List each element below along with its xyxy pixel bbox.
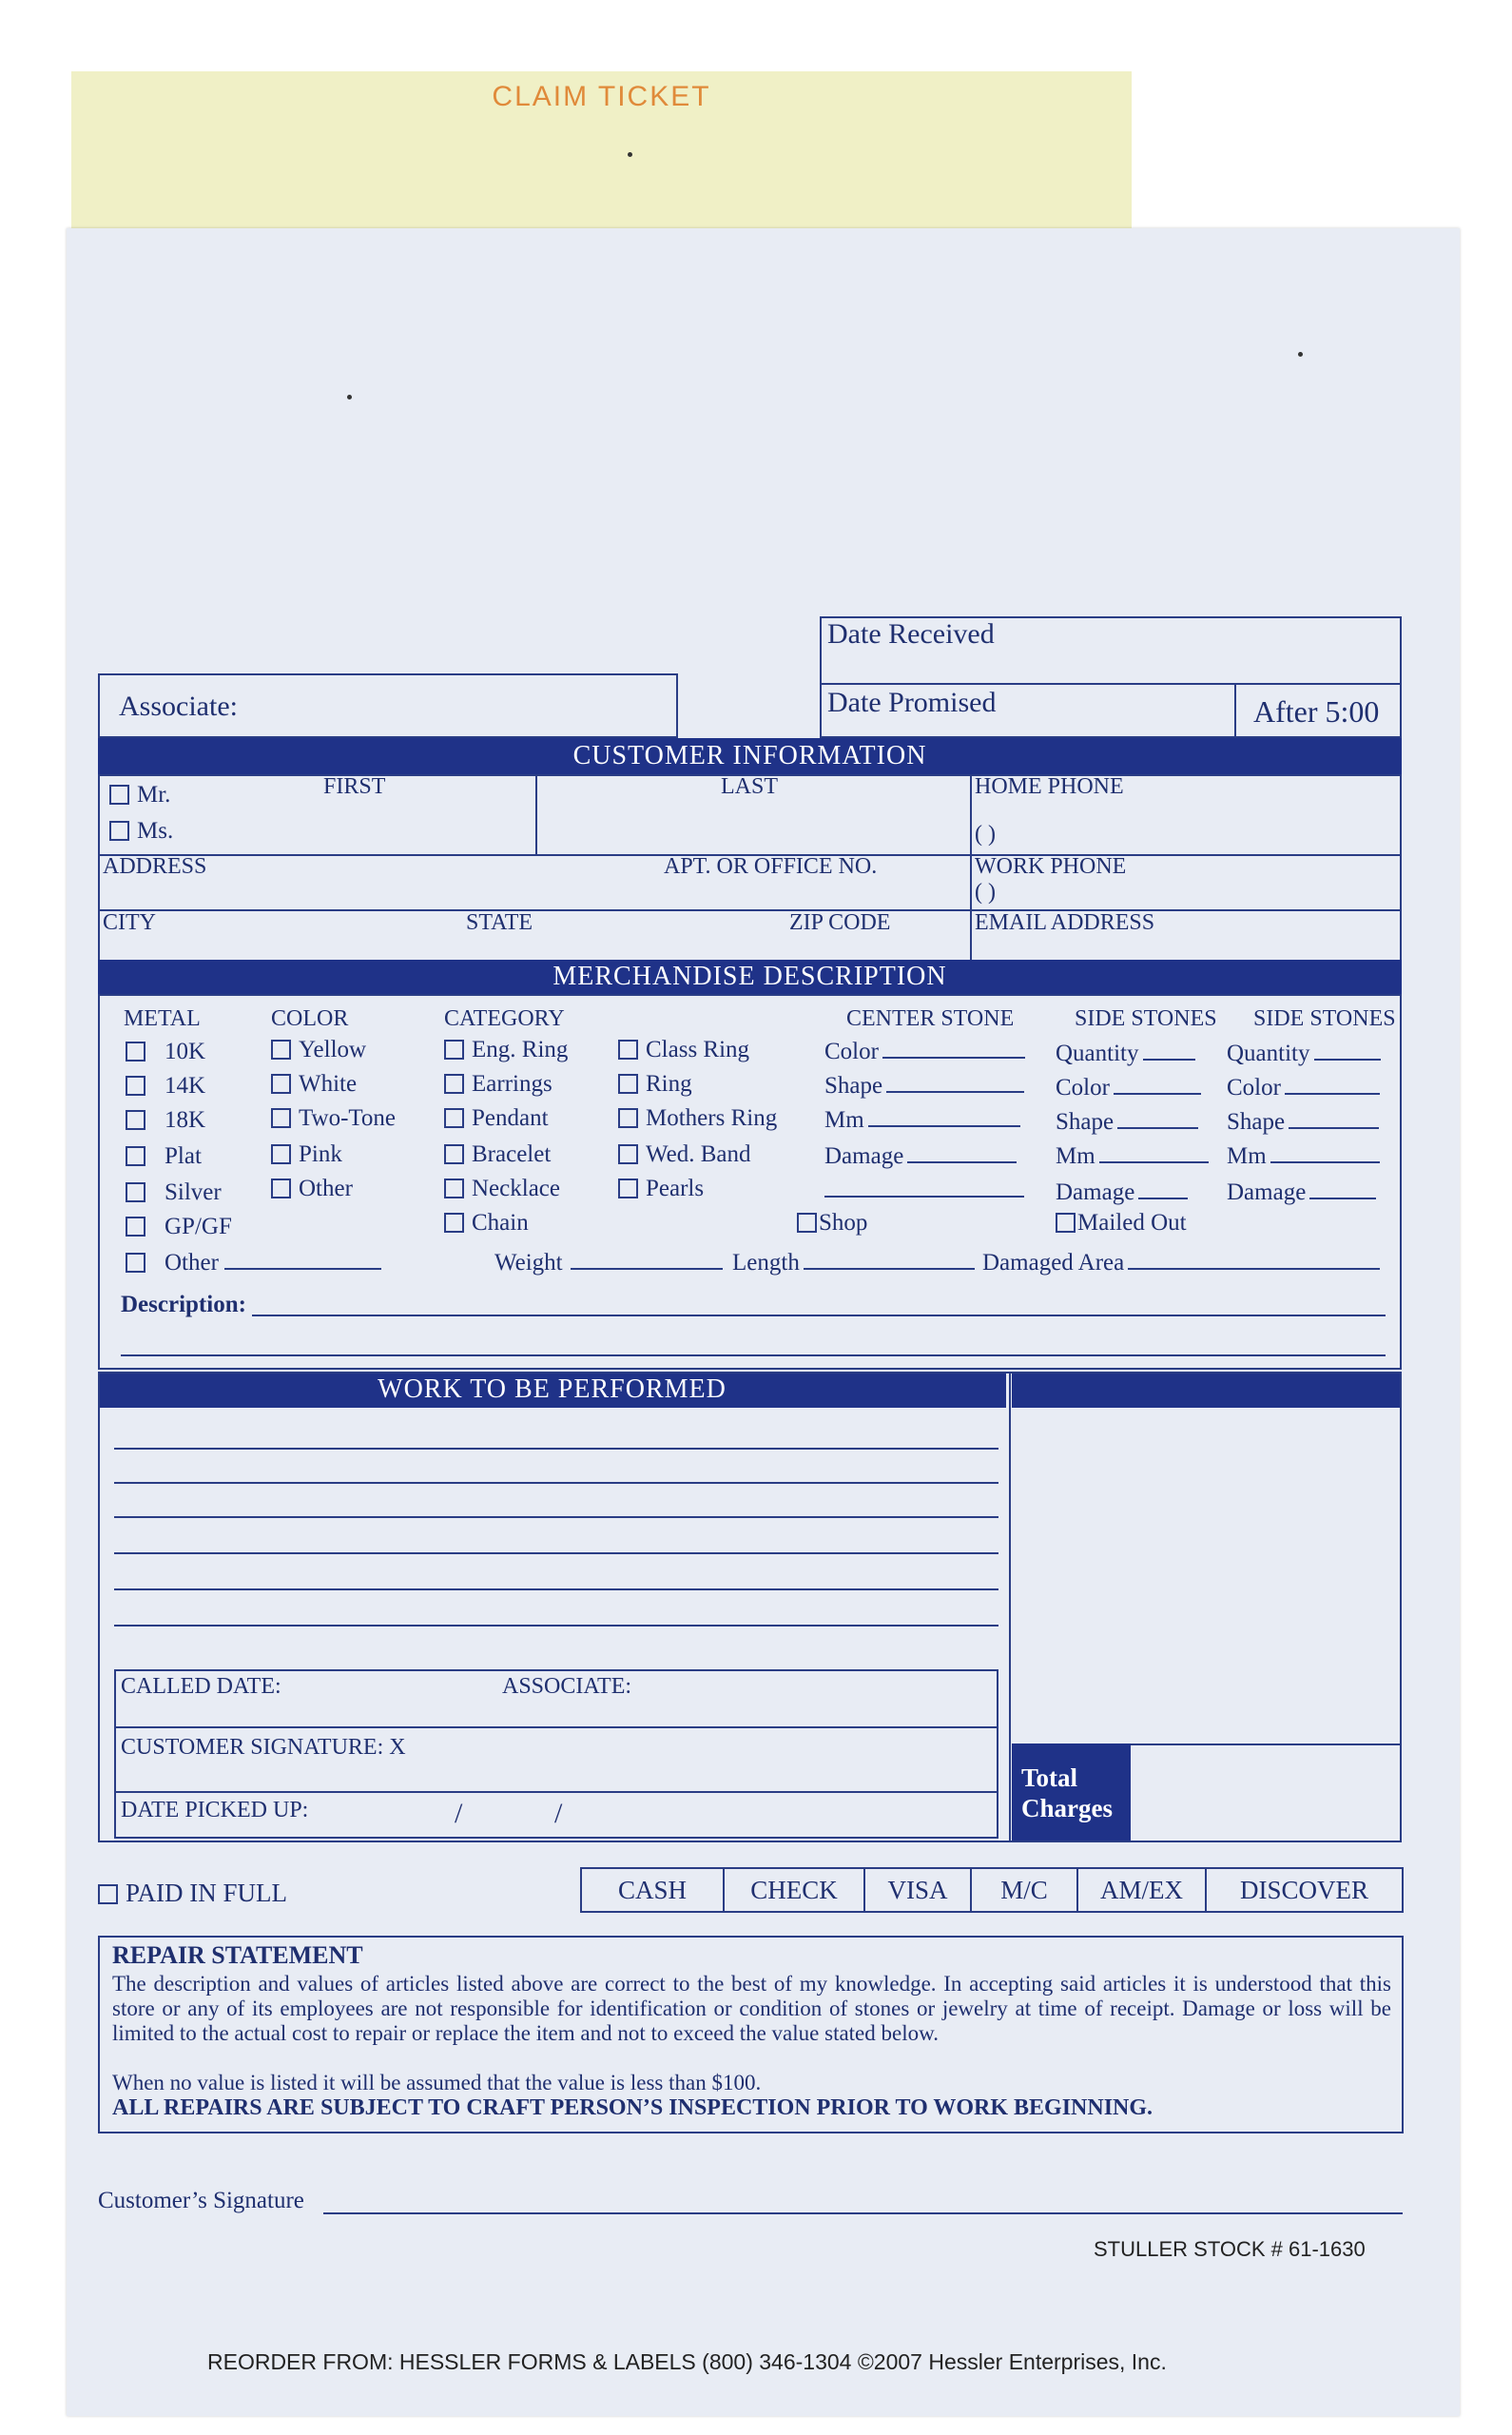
field-label: Shape: [1227, 1109, 1286, 1135]
field-line[interactable]: [1099, 1144, 1209, 1163]
field-line[interactable]: [1309, 1180, 1376, 1199]
field-line[interactable]: [1314, 1042, 1381, 1061]
option-label: Pendant: [472, 1105, 549, 1131]
color-option[interactable]: [271, 1176, 353, 1202]
total-charges-label: Total Charges: [1021, 1763, 1113, 1822]
apt-label[interactable]: APT. OR OFFICE NO.: [664, 854, 878, 879]
option-label: Ring: [646, 1071, 692, 1097]
option-label: Yellow: [299, 1037, 367, 1062]
email-label[interactable]: EMAIL ADDRESS: [975, 910, 1155, 935]
payment-amex[interactable]: AM/EX: [1078, 1869, 1207, 1911]
date-slash-1: /: [455, 1798, 463, 1829]
field-line[interactable]: [804, 1251, 975, 1270]
option-label: Eng. Ring: [472, 1037, 569, 1062]
work-line[interactable]: [114, 1482, 998, 1484]
side-stones-field[interactable]: [1056, 1075, 1201, 1101]
option-label: Class Ring: [646, 1037, 750, 1062]
category-option[interactable]: [444, 1037, 568, 1063]
category-checkbox[interactable]: [618, 1074, 638, 1094]
field-line[interactable]: [882, 1040, 1025, 1059]
category-checkbox[interactable]: [618, 1144, 638, 1164]
color-checkbox[interactable]: [271, 1144, 291, 1164]
description-label: Description:: [121, 1292, 246, 1317]
field-label: Shape: [824, 1073, 883, 1099]
color-checkbox[interactable]: [271, 1179, 291, 1198]
option-label: Pearls: [646, 1176, 705, 1201]
field-label: Shape: [1056, 1109, 1115, 1135]
field-label: Color: [824, 1039, 879, 1064]
mr-checkbox[interactable]: [109, 785, 129, 805]
side-stones-field[interactable]: [1227, 1179, 1376, 1206]
field-line[interactable]: [571, 1251, 723, 1270]
category-checkbox[interactable]: [444, 1040, 464, 1060]
description-line[interactable]: [252, 1315, 1386, 1316]
metal-option[interactable]: [126, 1143, 202, 1170]
option-label: Two-Tone: [299, 1105, 397, 1131]
paid-in-full-checkbox[interactable]: [98, 1884, 118, 1904]
customer-signature-label[interactable]: CUSTOMER SIGNATURE: X: [121, 1735, 406, 1760]
work-phone-label[interactable]: WORK PHONE: [975, 854, 1127, 879]
metal-checkbox[interactable]: [126, 1110, 145, 1130]
total-charges-input[interactable]: [1136, 1750, 1395, 1836]
color-checkbox[interactable]: [271, 1108, 291, 1128]
field-label: Length: [732, 1250, 800, 1276]
address-label[interactable]: ADDRESS: [103, 854, 207, 879]
category-option[interactable]: [444, 1105, 549, 1132]
divider: [820, 683, 1402, 685]
work-line[interactable]: [114, 1552, 998, 1554]
category-option[interactable]: [618, 1105, 777, 1132]
work-to-be-performed-band: WORK TO BE PERFORMED: [98, 1372, 1006, 1408]
category-option[interactable]: [618, 1037, 749, 1063]
option-label: Mailed Out: [1077, 1210, 1187, 1236]
option-label: 18K: [165, 1107, 206, 1133]
color-header: COLOR: [271, 1006, 349, 1031]
home-phone-paren: ( ): [975, 822, 996, 847]
option-label: Other: [165, 1250, 219, 1276]
shop-checkbox[interactable]: [797, 1213, 817, 1233]
category-option[interactable]: [618, 1141, 750, 1168]
divider: [1234, 683, 1236, 738]
category-option[interactable]: [618, 1071, 692, 1098]
metal-option[interactable]: [126, 1107, 205, 1134]
field-label: Damage: [1056, 1179, 1135, 1205]
zip-label[interactable]: ZIP CODE: [789, 910, 891, 935]
mailed-out-checkbox[interactable]: [1056, 1213, 1076, 1233]
claim-ticket-title: CLAIM TICKET: [492, 81, 711, 112]
category-option[interactable]: [618, 1176, 704, 1202]
field-label: Damage: [1227, 1179, 1307, 1205]
called-date-label[interactable]: CALLED DATE:: [121, 1674, 281, 1699]
mr-option[interactable]: [109, 782, 170, 808]
field-line[interactable]: [1138, 1180, 1188, 1199]
date-slash-2: /: [554, 1798, 563, 1829]
color-option[interactable]: [271, 1071, 357, 1098]
work-line[interactable]: [114, 1448, 998, 1450]
category-checkbox[interactable]: [444, 1144, 464, 1164]
option-label: PAID IN FULL: [126, 1879, 288, 1907]
weight-field[interactable]: [494, 1250, 723, 1276]
metal-checkbox[interactable]: [126, 1042, 145, 1062]
payment-visa[interactable]: VISA: [865, 1869, 972, 1911]
work-phone-paren: ( ): [975, 880, 996, 905]
stock-number: STULLER STOCK # 61-1630: [1094, 2237, 1366, 2261]
category-option[interactable]: [444, 1071, 552, 1098]
divider: [535, 774, 537, 854]
mr-label: Mr.: [137, 782, 171, 808]
metal-option-other[interactable]: [126, 1250, 381, 1276]
metal-checkbox[interactable]: [126, 1146, 145, 1166]
work-line[interactable]: [114, 1588, 998, 1590]
side-stones-field[interactable]: [1227, 1075, 1380, 1101]
field-label: Quantity: [1056, 1041, 1139, 1066]
field-line[interactable]: [1289, 1110, 1379, 1129]
option-label: 14K: [165, 1073, 206, 1099]
category-option[interactable]: [444, 1176, 560, 1202]
divider: [1009, 1372, 1011, 1842]
after-five-label[interactable]: After 5:00: [1253, 694, 1380, 729]
field-label: Color: [1056, 1075, 1110, 1101]
state-label[interactable]: STATE: [466, 910, 533, 935]
payment-methods: [582, 1869, 1402, 1911]
category-checkbox[interactable]: [444, 1108, 464, 1128]
payment-discover[interactable]: DISCOVER: [1239, 1876, 1368, 1904]
field-line[interactable]: [907, 1144, 1017, 1163]
side-stones-header-2: SIDE STONES: [1253, 1006, 1396, 1031]
side-stones-field[interactable]: [1056, 1179, 1188, 1206]
category-checkbox[interactable]: [618, 1108, 638, 1128]
ms-option[interactable]: [109, 818, 173, 845]
punch-dot: [628, 152, 632, 157]
side-stones-field[interactable]: [1227, 1109, 1379, 1136]
payment-mc[interactable]: M/C: [972, 1869, 1078, 1911]
metal-checkbox[interactable]: [126, 1217, 145, 1237]
payment-check[interactable]: CHECK: [725, 1869, 865, 1911]
center-stone-field[interactable]: [824, 1073, 1024, 1100]
category-checkbox[interactable]: [444, 1213, 464, 1233]
field-label: Damage: [824, 1143, 904, 1169]
divider: [114, 1791, 998, 1793]
home-phone-label[interactable]: HOME PHONE: [975, 774, 1124, 799]
metal-option[interactable]: [126, 1039, 205, 1065]
color-checkbox[interactable]: [271, 1074, 291, 1094]
option-label: Plat: [165, 1143, 202, 1169]
option-label: Chain: [472, 1210, 529, 1236]
description-line[interactable]: [121, 1354, 1386, 1356]
divider: [970, 774, 972, 963]
metal-option[interactable]: [126, 1214, 232, 1240]
field-label: Weight: [494, 1250, 563, 1276]
category-checkbox[interactable]: [618, 1179, 638, 1198]
field-label: Color: [1227, 1075, 1281, 1101]
option-label: 10K: [165, 1039, 206, 1064]
field-line[interactable]: [1128, 1251, 1380, 1270]
field-label: Mm: [1056, 1143, 1095, 1169]
option-label: Shop: [819, 1210, 868, 1236]
option-label: Earrings: [472, 1071, 552, 1097]
field-label: Mm: [824, 1107, 864, 1133]
metal-other-line[interactable]: [224, 1251, 381, 1270]
option-label: Silver: [165, 1179, 222, 1205]
option-label: White: [299, 1071, 358, 1097]
side-stones-field[interactable]: [1227, 1143, 1380, 1170]
customer-information-band: CUSTOMER INFORMATION: [98, 738, 1402, 774]
payment-cash[interactable]: CASH: [582, 1869, 725, 1911]
center-stone-extra-line[interactable]: [824, 1178, 1024, 1204]
date-picked-up-label[interactable]: DATE PICKED UP:: [121, 1798, 309, 1822]
option-label: GP/GF: [165, 1214, 232, 1239]
last-name-label[interactable]: LAST: [721, 774, 778, 799]
field-label: Damaged Area: [982, 1250, 1125, 1276]
associate-label[interactable]: Associate:: [119, 691, 238, 722]
merchandise-description-band: MERCHANDISE DESCRIPTION: [98, 960, 1402, 994]
repair-statement-title: REPAIR STATEMENT: [112, 1941, 363, 1969]
customer-signature-line[interactable]: [323, 2212, 1403, 2214]
color-option[interactable]: [271, 1105, 396, 1132]
customer-signature-footer-label: Customer’s Signature: [98, 2188, 304, 2213]
option-label: Necklace: [472, 1176, 560, 1201]
category-checkbox[interactable]: [444, 1179, 464, 1198]
length-field[interactable]: [732, 1250, 975, 1276]
date-received-label[interactable]: Date Received: [827, 618, 995, 650]
option-label: Wed. Band: [646, 1141, 751, 1167]
city-label[interactable]: CITY: [103, 910, 156, 935]
option-label: Mothers Ring: [646, 1105, 778, 1131]
field-line[interactable]: [1285, 1076, 1380, 1095]
category-option[interactable]: [444, 1141, 551, 1168]
repair-statement-novalue: When no value is listed it will be assumed that the value is less than $100.: [112, 2071, 762, 2094]
center-stone-header: CENTER STONE: [846, 1006, 1015, 1031]
side-stones-field[interactable]: [1227, 1041, 1381, 1067]
category-header: CATEGORY: [444, 1006, 565, 1031]
shop-option[interactable]: [797, 1210, 867, 1237]
color-option[interactable]: [271, 1037, 366, 1063]
divider: [98, 909, 1402, 911]
divider: [114, 1726, 998, 1728]
field-label: Quantity: [1227, 1041, 1310, 1066]
center-stone-field[interactable]: [824, 1107, 1020, 1134]
field-line[interactable]: [1143, 1042, 1195, 1061]
work-line[interactable]: [114, 1516, 998, 1518]
side-stones-field[interactable]: [1056, 1041, 1195, 1067]
center-stone-field[interactable]: [824, 1039, 1025, 1065]
field-line[interactable]: [1270, 1144, 1380, 1163]
option-label: Other: [299, 1176, 353, 1201]
date-promised-label[interactable]: Date Promised: [827, 687, 997, 718]
option-label: Pink: [299, 1141, 342, 1167]
metal-checkbox[interactable]: [126, 1253, 145, 1273]
repair-statement-caps: ALL REPAIRS ARE SUBJECT TO CRAFT PERSON’S INSPECTION PRIOR TO WORK BEGINNING.: [112, 2095, 1153, 2120]
category-checkbox[interactable]: [444, 1074, 464, 1094]
metal-checkbox[interactable]: [126, 1076, 145, 1096]
metal-checkbox[interactable]: [126, 1182, 145, 1202]
ms-checkbox[interactable]: [109, 821, 129, 841]
associate-label-2[interactable]: ASSOCIATE:: [502, 1674, 632, 1699]
field-line[interactable]: [824, 1179, 1024, 1198]
center-stone-field[interactable]: [824, 1143, 1017, 1170]
category-checkbox[interactable]: [618, 1040, 638, 1060]
metal-header: METAL: [124, 1006, 201, 1031]
punch-dot: [1298, 352, 1303, 357]
side-stones-field[interactable]: [1056, 1109, 1198, 1136]
first-name-label[interactable]: FIRST: [323, 774, 386, 799]
field-line[interactable]: [1114, 1076, 1201, 1095]
category-option[interactable]: [444, 1210, 529, 1237]
field-label: Mm: [1227, 1143, 1267, 1169]
side-stones-header-1: SIDE STONES: [1075, 1006, 1217, 1031]
color-option[interactable]: [271, 1141, 342, 1168]
metal-option[interactable]: [126, 1179, 222, 1206]
field-line[interactable]: [1117, 1110, 1198, 1129]
reorder-info: REORDER FROM: HESSLER FORMS & LABELS (800) 346-1304 ©2007 Hessler Enterprises, Inc.: [207, 2349, 1167, 2374]
repair-statement-body: The description and values of articles listed above are correct to the best of my knowledge. In accepting said articles it is understood that this store or any of its employees are not responsible for identification or condition of stones or jewelry at time of receipt. Damage or loss will be limited to the actual cost to repair or replace the item and not to exceed the value stated below.: [112, 1972, 1391, 2045]
punch-dot: [347, 395, 352, 399]
work-line[interactable]: [114, 1625, 998, 1627]
field-line[interactable]: [868, 1108, 1020, 1127]
ms-label: Ms.: [137, 818, 174, 844]
color-checkbox[interactable]: [271, 1040, 291, 1060]
option-label: Bracelet: [472, 1141, 552, 1167]
paid-in-full-option[interactable]: [98, 1879, 287, 1908]
mailed-out-option[interactable]: [1056, 1210, 1187, 1237]
metal-option[interactable]: [126, 1073, 205, 1100]
side-stones-field[interactable]: [1056, 1143, 1209, 1170]
damaged-area-field[interactable]: [982, 1250, 1380, 1276]
field-line[interactable]: [886, 1074, 1024, 1093]
